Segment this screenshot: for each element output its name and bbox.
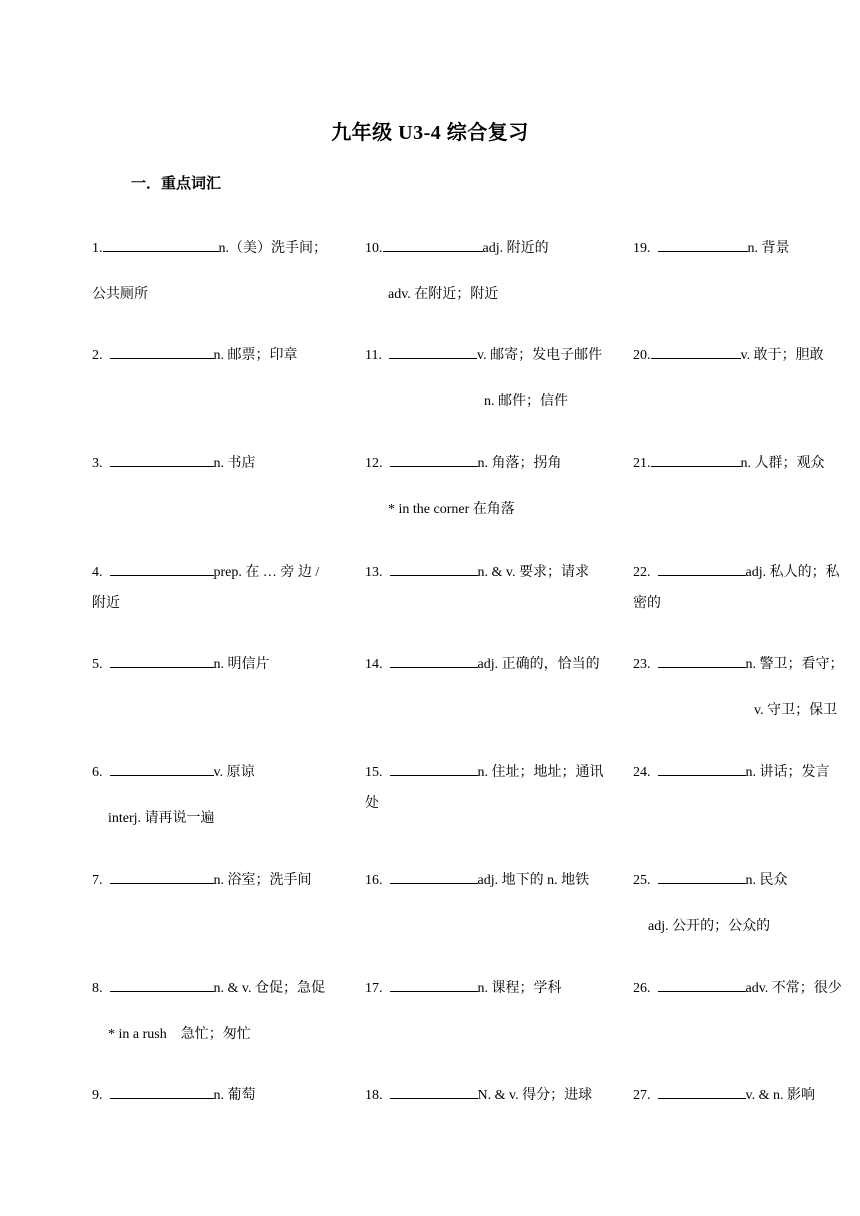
answer-blank[interactable] [110,653,214,668]
answer-blank[interactable] [110,761,214,776]
item-definition: n. 课程；学科 [477,981,562,996]
answer-blank[interactable] [389,344,477,359]
item-number: 8. [92,981,103,996]
item-definition: n. 书店 [213,456,256,471]
vocab-item-19 [633,237,851,259]
item-number: 11. [365,348,382,363]
item-subdefinition: v. 守卫；保卫 [754,703,838,718]
answer-blank[interactable] [110,561,214,576]
vocab-item-1 [92,237,354,259]
answer-blank[interactable] [110,344,214,359]
answer-blank[interactable] [390,761,478,776]
item-number: 12. [365,456,383,471]
item-definition: n. 讲话；发言 [745,765,830,780]
document-title: 九年级 U3-4 综合复习 [331,122,529,144]
item-definition: n. 警卫；看守； [745,657,844,672]
item-definition: n. 背景 [747,241,790,256]
item-number: 16. [365,873,383,888]
item-number: 20. [633,348,651,363]
vocab-item-26 [633,977,851,999]
answer-blank[interactable] [390,1084,478,1099]
item-subdefinition: 密的 [633,596,661,611]
answer-blank[interactable] [658,653,746,668]
vocab-item-4 [92,561,354,583]
item-definition: n. 邮票；印章 [213,348,298,363]
item-definition: adj. 附近的 [482,241,549,256]
item-number: 26. [633,981,651,996]
item-number: 21. [633,456,651,471]
answer-blank[interactable] [390,977,478,992]
answer-blank[interactable] [651,344,741,359]
item-subdefinition: adj. 公开的；公众的 [648,919,771,934]
vocab-item-22 [633,561,851,583]
item-number: 5. [92,657,103,672]
item-number: 24. [633,765,651,780]
vocab-item-2 [92,344,354,366]
vocab-item-24 [633,761,851,783]
item-definition: v. & n. 影响 [745,1088,815,1103]
item-definition: n. 葡萄 [213,1088,256,1103]
item-definition: N. & v. 得分；进球 [477,1088,593,1103]
item-number: 9. [92,1088,103,1103]
answer-blank[interactable] [651,452,741,467]
vocab-item-12 [365,452,625,474]
answer-blank[interactable] [390,869,478,884]
vocab-item-10 [365,237,625,259]
item-definition: n.（美）洗手间； [218,241,327,256]
answer-blank[interactable] [110,977,214,992]
item-number: 15. [365,765,383,780]
item-number: 22. [633,565,651,580]
item-definition: n. 民众 [745,873,788,888]
item-subdefinition: 附近 [92,596,120,611]
item-number: 6. [92,765,103,780]
answer-blank[interactable] [658,761,746,776]
item-definition: v. 敢于；胆敢 [740,348,824,363]
vocab-item-9 [92,1084,354,1106]
item-definition: adv. 不常；很少 [745,981,842,996]
vocab-item-5 [92,653,354,675]
section-heading: 一．重点词汇 [131,176,222,192]
item-subdefinition: 处 [365,796,379,811]
item-subdefinition: * in the corner 在角落 [388,502,515,517]
item-subdefinition: 公共厕所 [92,287,148,302]
vocab-item-18 [365,1084,625,1106]
item-definition: n. 住址；地址；通讯 [477,765,604,780]
vocab-item-25 [633,869,851,891]
item-number: 3. [92,456,103,471]
item-subdefinition: n. 邮件；信件 [484,394,568,409]
answer-blank[interactable] [103,237,219,252]
answer-blank[interactable] [383,237,483,252]
item-definition: n. 角落；拐角 [477,456,562,471]
item-definition: n. 人群；观众 [740,456,825,471]
item-number: 7. [92,873,103,888]
answer-blank[interactable] [110,452,214,467]
item-definition: n. 明信片 [213,657,270,672]
vocab-item-23 [633,653,851,675]
answer-blank[interactable] [110,869,214,884]
vocab-item-11 [365,344,625,366]
item-number: 13. [365,565,383,580]
item-definition: v. 邮寄；发电子邮件 [476,348,603,363]
answer-blank[interactable] [658,869,746,884]
item-number: 10. [365,241,383,256]
item-subdefinition: interj. 请再说一遍 [108,811,215,826]
answer-blank[interactable] [658,237,748,252]
item-definition: n. 浴室；洗手间 [213,873,312,888]
item-definition: adj. 正确的，恰当的 [477,657,600,672]
item-definition: n. & v. 要求；请求 [477,565,589,580]
vocab-item-3 [92,452,354,474]
item-number: 14. [365,657,383,672]
vocab-item-20 [633,344,851,366]
item-subdefinition: * in a rush 急忙；匆忙 [108,1027,251,1042]
answer-blank[interactable] [390,561,478,576]
item-definition: v. 原谅 [213,765,255,780]
vocab-item-15 [365,761,625,783]
item-subdefinition: adv. 在附近；附近 [388,287,499,302]
vocab-item-27 [633,1084,851,1106]
vocab-item-8 [92,977,354,999]
item-number: 17. [365,981,383,996]
item-definition: adj. 地下的 n. 地铁 [477,873,590,888]
vocab-item-17 [365,977,625,999]
answer-blank[interactable] [658,977,746,992]
answer-blank[interactable] [658,561,746,576]
answer-blank[interactable] [390,452,478,467]
item-definition: n. & v. 仓促；急促 [213,981,325,996]
item-number: 4. [92,565,103,580]
vocab-item-14 [365,653,625,675]
item-number: 2. [92,348,103,363]
answer-blank[interactable] [658,1084,746,1099]
vocab-item-21 [633,452,851,474]
item-number: 18. [365,1088,383,1103]
item-number: 19. [633,241,651,256]
item-definition: adj. 私人的；私 [745,565,840,580]
vocab-item-7 [92,869,354,891]
item-number: 1. [92,241,103,256]
answer-blank[interactable] [390,653,478,668]
vocab-item-16 [365,869,625,891]
vocab-item-6 [92,761,354,783]
item-number: 27. [633,1088,651,1103]
item-number: 23. [633,657,651,672]
item-definition: prep. 在 … 旁 边 / [213,565,320,580]
vocab-item-13 [365,561,625,583]
answer-blank[interactable] [110,1084,214,1099]
item-number: 25. [633,873,651,888]
